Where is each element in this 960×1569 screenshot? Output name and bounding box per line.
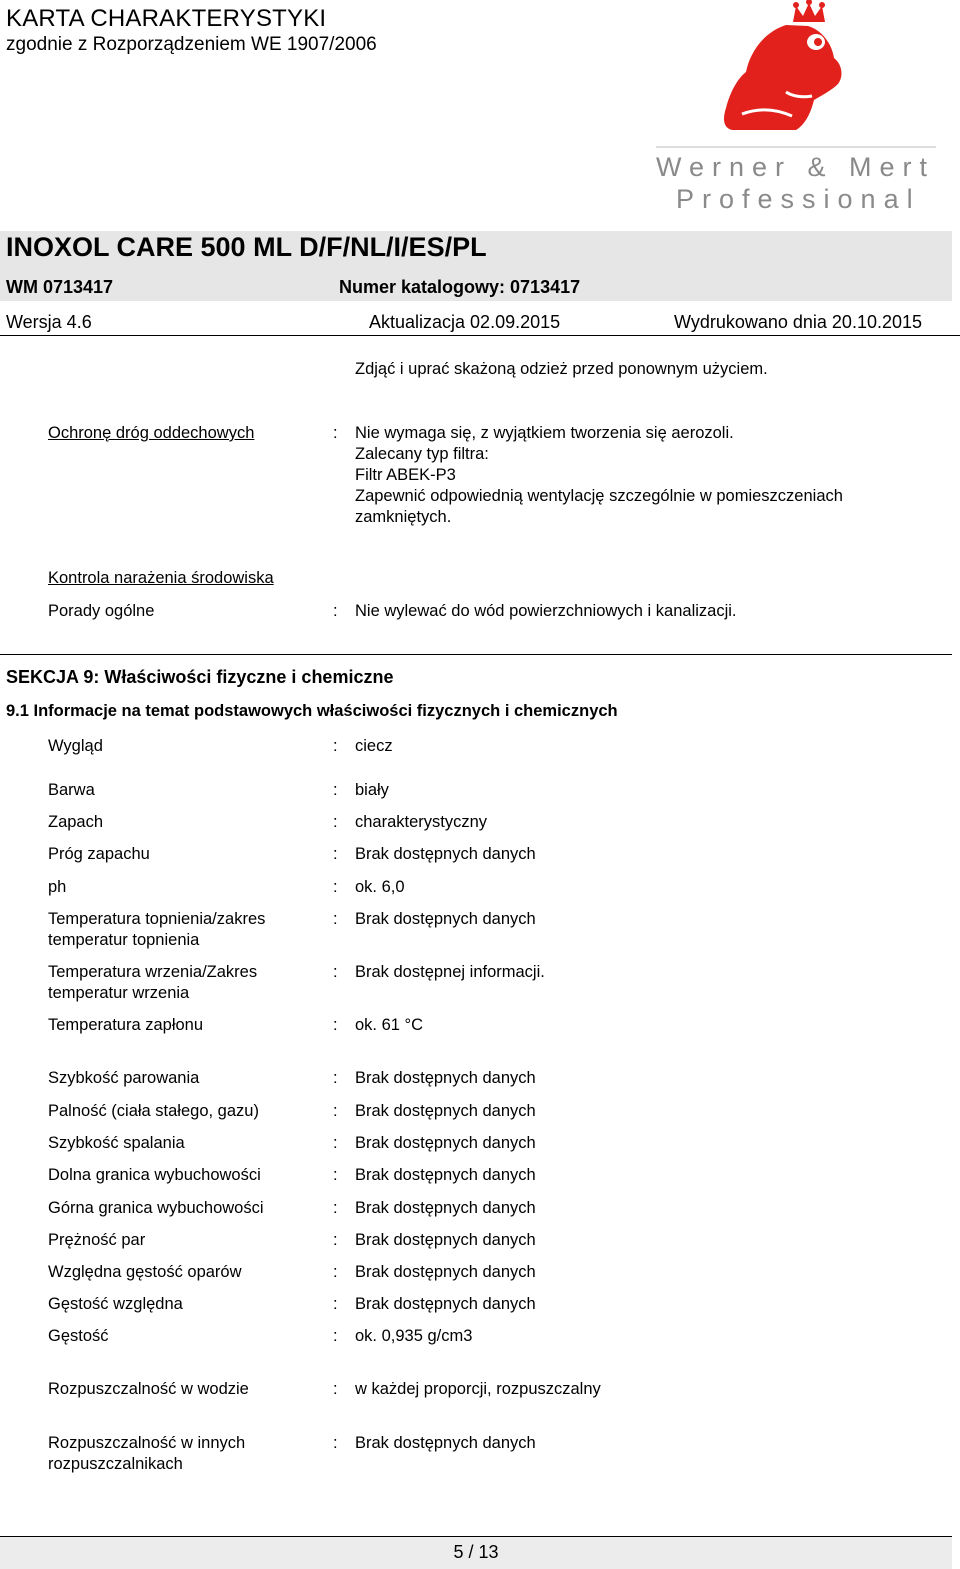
colon: : (333, 1231, 338, 1249)
logo-line2: Professional (676, 184, 921, 214)
respiratory-line: Filtr ABEK-P3 (355, 466, 456, 484)
property-value: ok. 61 °C (355, 1016, 424, 1034)
property-value: w każdej proporcji, rozpuszczalny (355, 1380, 601, 1398)
property-label: Palność (ciała stałego, gazu) (48, 1102, 259, 1120)
colon: : (333, 813, 338, 831)
property-label: Szybkość spalania (48, 1134, 185, 1152)
product-name: INOXOL CARE 500 ML D/F/NL/I/ES/PL (6, 232, 487, 262)
property-value: Brak dostępnych danych (355, 1434, 536, 1452)
section-divider (0, 654, 952, 655)
version-row (0, 312, 960, 334)
property-value: Brak dostępnych danych (355, 1199, 536, 1217)
property-value: Brak dostępnych danych (355, 1295, 536, 1313)
property-value: Brak dostępnych danych (355, 1069, 536, 1087)
colon: : (333, 1166, 338, 1184)
colon: : (333, 1199, 338, 1217)
property-value: Brak dostępnych danych (355, 1231, 536, 1249)
colon: : (333, 878, 338, 896)
property-value: charakterystyczny (355, 813, 488, 831)
colon: : (333, 424, 338, 442)
company-logo (646, 0, 936, 215)
env-heading: Kontrola narażenia środowiska (48, 569, 274, 587)
env-general-label: Porady ogólne (48, 602, 155, 620)
colon: : (333, 1263, 338, 1281)
property-label: Rozpuszczalność w wodzie (48, 1380, 249, 1398)
property-value: Brak dostępnych danych (355, 910, 536, 928)
update-date: Aktualizacja 02.09.2015 (369, 312, 561, 332)
respiratory-value (355, 423, 925, 528)
page-number: 5 / 13 (453, 1542, 499, 1562)
property-label: Wygląd (48, 737, 103, 755)
document-subtitle: zgodnie z Rozporządzeniem WE 1907/2006 (6, 34, 377, 55)
logo-line1: Werner & Mertz (656, 152, 936, 182)
respiratory-line: Zalecany typ filtra: (355, 445, 489, 463)
property-value: Brak dostępnych danych (355, 845, 536, 863)
version: Wersja 4.6 (6, 312, 92, 332)
property-label: Prężność par (48, 1231, 146, 1249)
property-label: Rozpuszczalność w innych rozpuszczalnikach (48, 1434, 246, 1473)
property-value: Brak dostępnej informacji. (355, 963, 545, 981)
property-label: Względna gęstość oparów (48, 1263, 242, 1281)
colon: : (333, 1327, 338, 1345)
property-label: Zapach (48, 813, 104, 831)
respiratory-line: Zapewnić odpowiednią wentylację szczególnie w pomieszczeniach (355, 487, 843, 505)
property-label: Szybkość parowania (48, 1069, 200, 1087)
property-label: ph (48, 878, 67, 896)
property-value: Brak dostępnych danych (355, 1102, 536, 1120)
colon: : (333, 1380, 338, 1398)
colon: : (333, 1295, 338, 1313)
colon: : (333, 910, 338, 928)
colon: : (333, 602, 338, 620)
section9-title: SEKCJA 9: Właściwości fizyczne i chemiczne (6, 667, 394, 687)
property-label: Gęstość (48, 1327, 109, 1345)
wm-number: WM 0713417 (6, 277, 114, 297)
colon: : (333, 1434, 338, 1452)
respiratory-line: Nie wymaga się, z wyjątkiem tworzenia się aerozoli. (355, 424, 734, 442)
property-value: Brak dostępnych danych (355, 1166, 536, 1184)
print-date: Wydrukowano dnia 20.10.2015 (674, 312, 923, 332)
property-value: Brak dostępnych danych (355, 1134, 536, 1152)
property-value: ok. 6,0 (355, 878, 405, 896)
colon: : (333, 845, 338, 863)
colon: : (333, 781, 338, 799)
property-value: ok. 0,935 g/cm3 (355, 1327, 473, 1345)
property-label: Gęstość względna (48, 1295, 183, 1313)
property-label: Górna granica wybuchowości (48, 1199, 264, 1217)
colon: : (333, 1069, 338, 1087)
property-label: Barwa (48, 781, 95, 799)
env-general-value: Nie wylewać do wód powierzchniowych i kanalizacji. (355, 602, 737, 620)
colon: : (333, 737, 338, 755)
property-label: Temperatura wrzenia/Zakres temperatur wrzenia (48, 963, 258, 1002)
section91-title: 9.1 Informacje na temat podstawowych właściwości fizycznych i chemicznych (6, 702, 618, 720)
colon: : (333, 1016, 338, 1034)
document-title: KARTA CHARAKTERYSTYKI (6, 5, 327, 32)
property-label: Dolna granica wybuchowości (48, 1166, 261, 1184)
header-divider (0, 335, 960, 336)
property-label: Temperatura zapłonu (48, 1016, 204, 1034)
frog-logo-icon (646, 0, 936, 215)
property-label: Próg zapachu (48, 845, 150, 863)
colon: : (333, 963, 338, 981)
respiratory-line: zamkniętych. (355, 508, 452, 526)
clothing-note: Zdjąć i uprać skażoną odzież przed ponownym użyciem. (355, 360, 768, 378)
colon: : (333, 1134, 338, 1152)
property-value: Brak dostępnych danych (355, 1263, 536, 1281)
colon: : (333, 1102, 338, 1120)
property-value: ciecz (355, 737, 393, 755)
respiratory-label: Ochronę dróg oddechowych (48, 424, 255, 442)
catalog-number: Numer katalogowy: 0713417 (339, 277, 581, 297)
property-label: Temperatura topnienia/zakres temperatur topnienia (48, 910, 266, 949)
property-value: biały (355, 781, 389, 799)
